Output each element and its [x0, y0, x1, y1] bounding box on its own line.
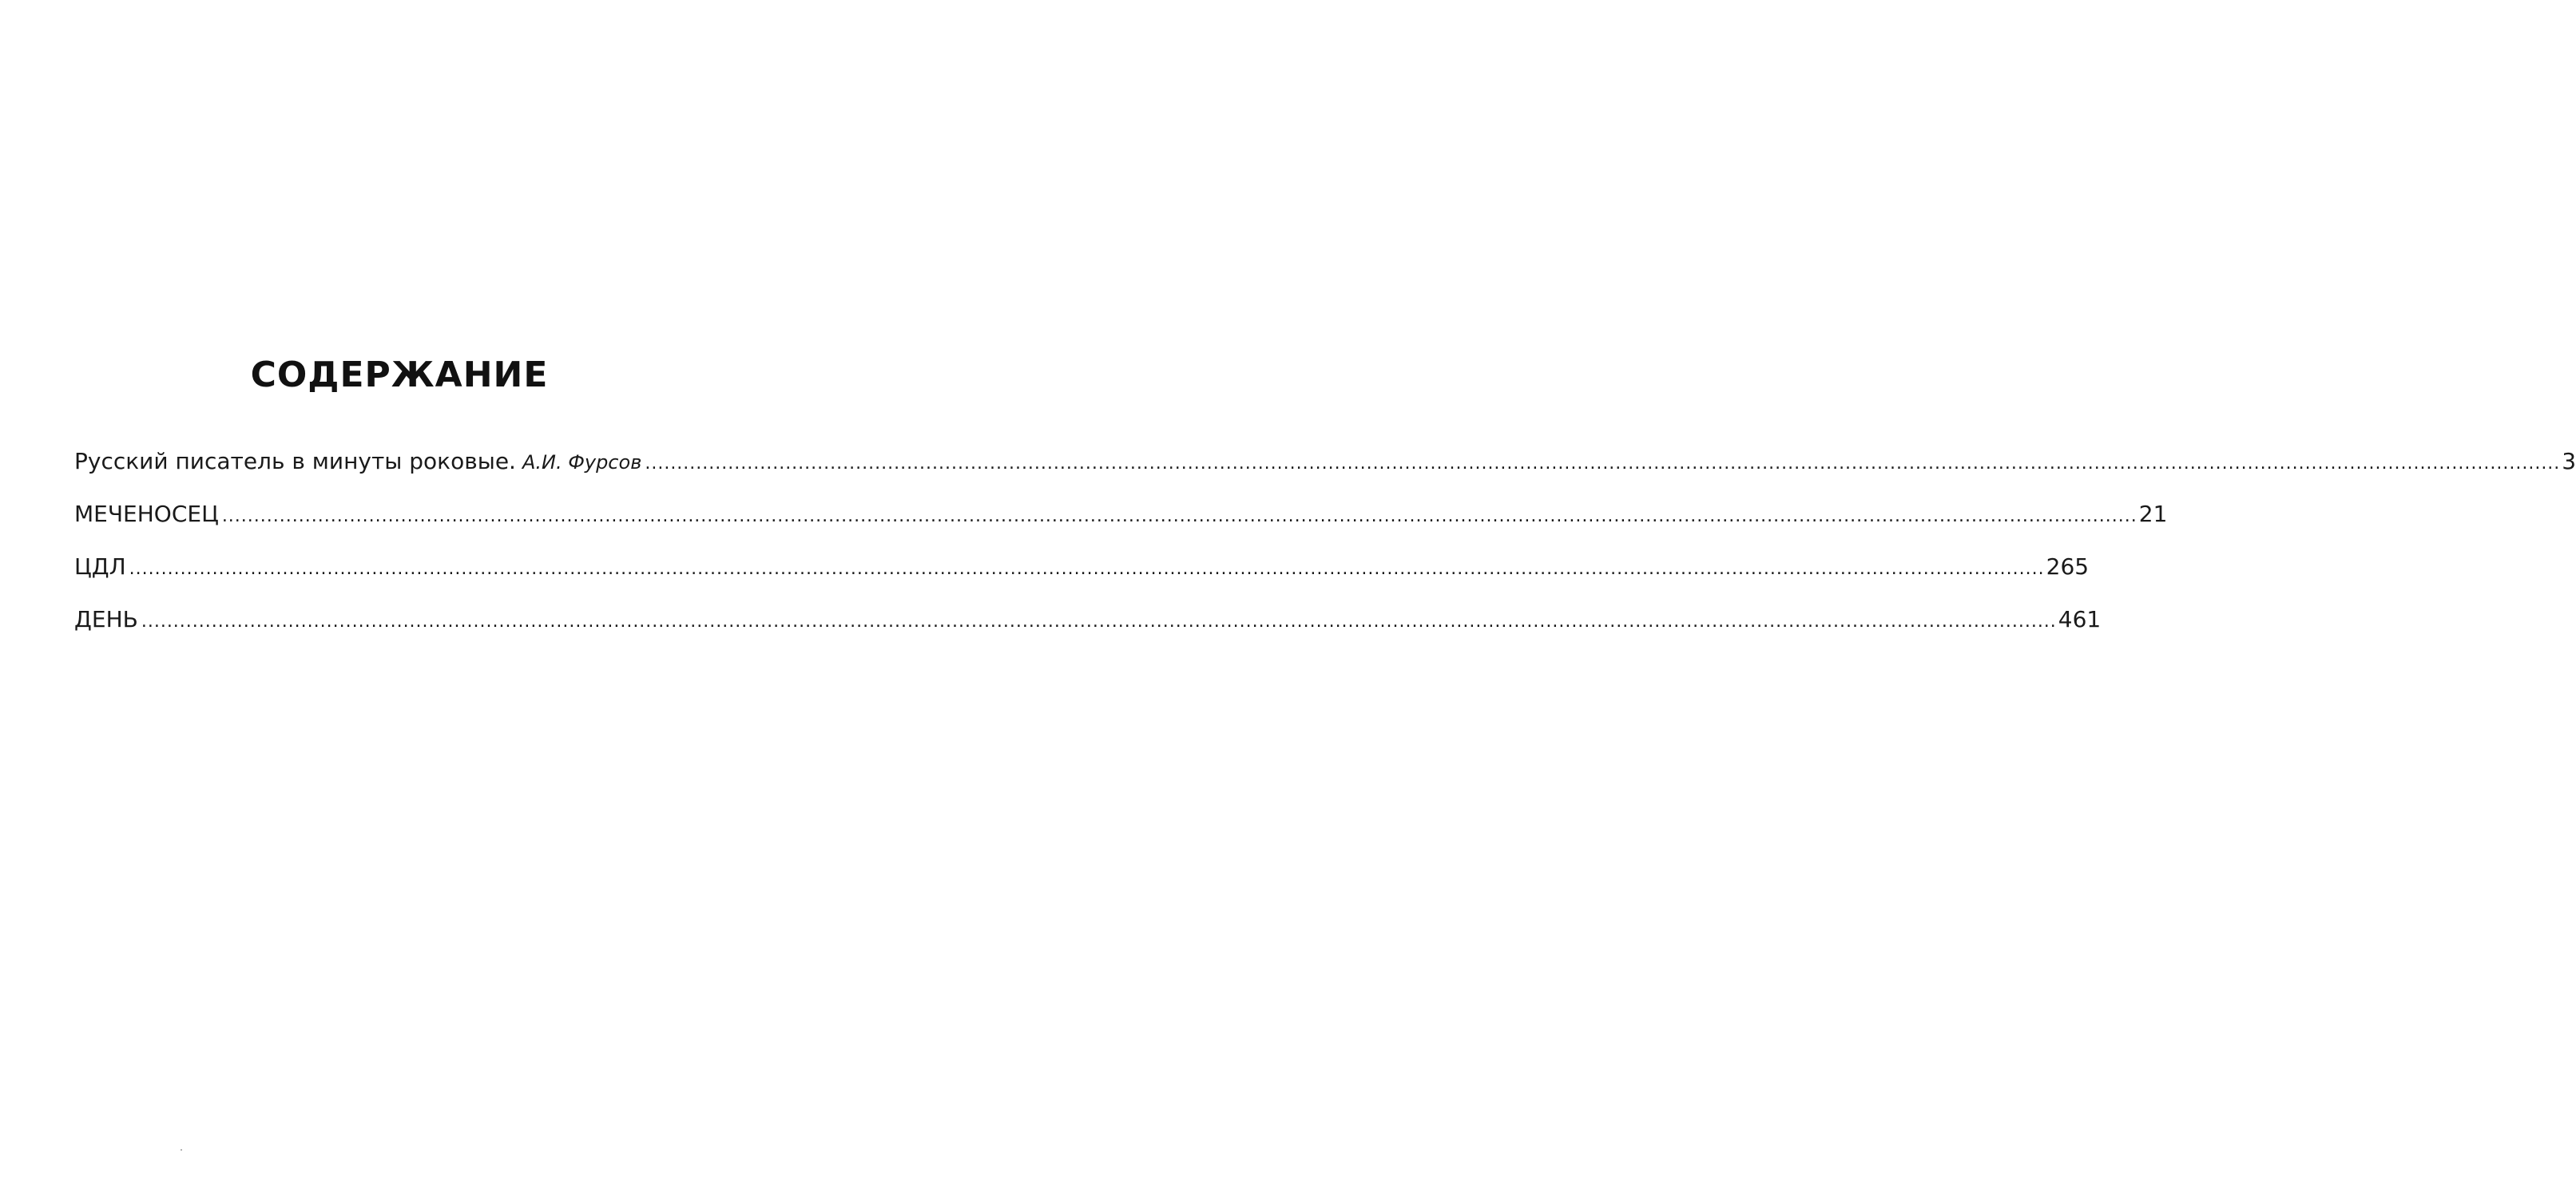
dot-leader: ............................................................................................................................................................................................................................................................................................................: [221, 506, 2137, 526]
dot-leader: ............................................................................................................................................................................................................................................................................................................: [141, 612, 2057, 632]
toc-entry-page-number: 21: [2138, 501, 2168, 527]
table-of-contents: [74, 441, 2576, 652]
toc-entry-title: ДЕНЬ: [74, 606, 138, 632]
dot-leader: ............................................................................................................................................................................................................................................................................................................: [645, 454, 2561, 474]
toc-entry: [74, 599, 2102, 652]
toc-entry-title: ЦДЛ: [74, 553, 126, 580]
toc-entry-title: Русский писатель в минуты роковые.: [74, 448, 516, 474]
toc-entry-title: МЕЧЕНОСЕЦ: [74, 501, 219, 527]
toc-entry-page-number: 461: [2058, 606, 2102, 632]
page-title: СОДЕРЖАНИЕ: [250, 355, 549, 395]
toc-entry: [74, 441, 2576, 493]
toc-entry-author: А.И. Фурсов: [522, 451, 642, 474]
dot-leader: ............................................................................................................................................................................................................................................................................................................: [129, 559, 2045, 579]
toc-entry-page-number: 3: [2562, 448, 2576, 474]
toc-entry: [74, 493, 2168, 546]
print-speck: [181, 1149, 182, 1151]
toc-entry-page-number: 265: [2046, 553, 2090, 580]
toc-entry: [74, 546, 2090, 599]
